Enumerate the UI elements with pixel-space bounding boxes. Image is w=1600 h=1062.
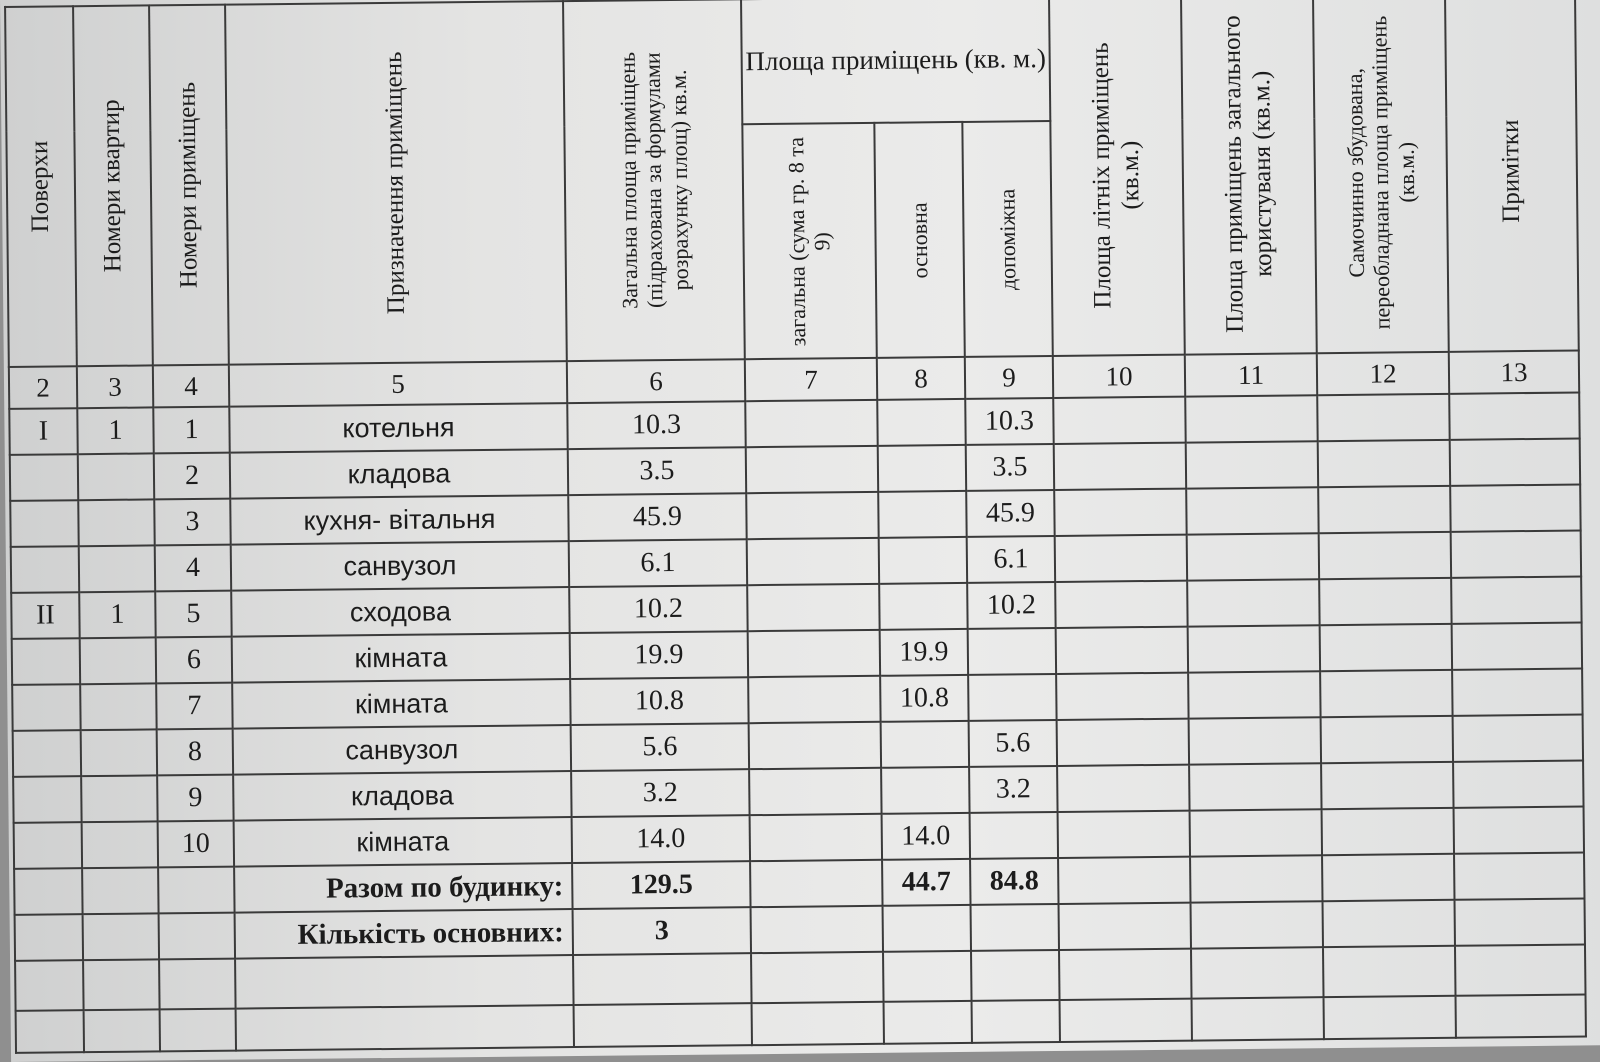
area-aux-cell: 6.1 — [967, 536, 1055, 583]
area-total-cell — [746, 492, 878, 539]
empty-cell — [1322, 808, 1454, 855]
col-number: 12 — [1317, 352, 1449, 395]
room-number-cell: 7 — [156, 683, 232, 730]
col-number: 4 — [153, 365, 229, 408]
empty-cell — [1321, 716, 1453, 763]
room-number-cell: 4 — [155, 545, 231, 592]
floor-cell — [12, 684, 80, 731]
header-unauthorized-area: Самочинно збудована, переобладнана площа приміщень (кв.м.) — [1313, 0, 1449, 353]
empty-cell — [1319, 578, 1451, 625]
col-number: 11 — [1185, 353, 1317, 396]
total-main-value: 44.7 — [882, 859, 970, 906]
area-total-cell — [749, 722, 881, 769]
floor-cell — [12, 638, 80, 685]
area-aux-cell — [970, 812, 1058, 859]
header-area-group: Площа приміщень (кв. м.) — [741, 0, 1050, 125]
total-area-cell: 6.1 — [569, 539, 747, 587]
area-main-cell — [877, 399, 965, 446]
empty-cell — [1454, 806, 1584, 853]
area-total-cell — [750, 814, 882, 861]
area-main-cell — [879, 583, 967, 630]
header-common-area: Площа приміщень загального користуваня (кв.м.) — [1181, 0, 1317, 355]
total-aux-value: 84.8 — [970, 858, 1058, 905]
apartment-cell — [81, 775, 157, 822]
empty-cell — [1453, 760, 1583, 807]
empty-cell — [1320, 670, 1452, 717]
room-name-cell: кладова — [233, 771, 571, 821]
header-notes: Примітки — [1445, 0, 1579, 352]
empty-cell — [1317, 394, 1449, 441]
floor-cell — [13, 776, 81, 823]
empty-cell — [1055, 535, 1187, 582]
empty-cell — [1186, 487, 1318, 534]
room-number-cell: 5 — [155, 591, 231, 638]
apartment-cell: 1 — [77, 407, 153, 454]
empty-cell — [1318, 486, 1450, 533]
total-area-cell: 3.5 — [568, 447, 746, 495]
area-aux-cell — [968, 628, 1056, 675]
floor-cell — [11, 546, 79, 593]
empty-cell — [1190, 809, 1322, 856]
empty-cell — [1188, 625, 1320, 672]
col-number: 5 — [229, 361, 567, 407]
total-area-cell: 19.9 — [570, 631, 748, 679]
empty-cell — [1450, 484, 1580, 531]
header-area-main: основна — [874, 122, 964, 358]
col-number: 10 — [1053, 355, 1185, 398]
header-floors: Поверхи — [5, 6, 77, 367]
room-number-cell: 10 — [158, 821, 234, 868]
area-total-cell — [748, 676, 880, 723]
empty-cell — [1188, 671, 1320, 718]
apartment-cell — [81, 729, 157, 776]
apartment-cell — [80, 637, 156, 684]
area-main-cell: 19.9 — [880, 629, 968, 676]
empty-cell — [1321, 762, 1453, 809]
empty-cell — [1319, 532, 1451, 579]
total-area-cell: 45.9 — [568, 493, 746, 541]
area-main-cell — [881, 721, 969, 768]
header-summer-area: Площа літніх приміщень (кв.м.) — [1049, 0, 1185, 356]
total-area-value: 129.5 — [572, 861, 750, 909]
area-aux-cell: 3.5 — [966, 444, 1054, 491]
room-number-cell: 3 — [154, 499, 230, 546]
room-name-cell: кухня- вітальня — [230, 495, 568, 545]
empty-cell — [1056, 673, 1188, 720]
area-total-cell — [746, 446, 878, 493]
empty-cell — [1320, 624, 1452, 671]
area-total-cell — [747, 584, 879, 631]
total-area-cell: 14.0 — [572, 815, 750, 863]
empty-cell — [1453, 714, 1583, 761]
room-name-cell: кладова — [230, 449, 568, 499]
empty-cell — [1189, 717, 1321, 764]
col-number: 2 — [9, 366, 77, 409]
area-main-cell: 14.0 — [882, 813, 970, 860]
header-row — [5, 0, 1576, 132]
floor-cell: II — [11, 592, 79, 639]
empty-cell — [1450, 438, 1580, 485]
total-area-cell: 10.2 — [569, 585, 747, 633]
area-total-cell — [748, 630, 880, 677]
total-label: Разом по будинку: — [234, 863, 572, 913]
empty-cell — [1186, 441, 1318, 488]
apartment-cell — [78, 453, 154, 500]
area-aux-cell: 10.2 — [967, 582, 1055, 629]
empty-cell — [1449, 392, 1579, 439]
room-name-cell: сходова — [231, 587, 569, 637]
apartment-cell — [82, 821, 158, 868]
floor-cell — [14, 822, 82, 869]
area-main-cell — [881, 767, 969, 814]
area-aux-cell: 3.2 — [969, 766, 1057, 813]
col-number: 9 — [965, 356, 1053, 399]
empty-cell — [1187, 533, 1319, 580]
total-area-cell: 5.6 — [571, 723, 749, 771]
room-name-cell: санвузол — [231, 541, 569, 591]
empty-cell — [1054, 443, 1186, 490]
room-rows — [9, 392, 1584, 868]
area-main-cell — [878, 491, 966, 538]
empty-cell — [1189, 763, 1321, 810]
apartment-cell — [78, 499, 154, 546]
area-aux-cell: 45.9 — [966, 490, 1054, 537]
count-value: 3 — [573, 907, 751, 955]
room-name-cell: котельня — [229, 403, 567, 453]
apartment-cell: 1 — [79, 591, 155, 638]
room-number-cell: 9 — [157, 775, 233, 822]
area-main-cell: 10.8 — [880, 675, 968, 722]
total-area-cell: 10.3 — [567, 401, 745, 449]
empty-cell — [1452, 668, 1582, 715]
room-name-cell: кімната — [232, 633, 570, 683]
floor-cell — [10, 500, 78, 547]
room-name-cell: кімната — [234, 817, 572, 867]
empty-cell — [1058, 811, 1190, 858]
room-number-cell: 6 — [156, 637, 232, 684]
empty-cell — [1054, 489, 1186, 536]
empty-cell — [1057, 765, 1189, 812]
apartment-cell — [80, 683, 156, 730]
col-number: 8 — [877, 357, 965, 400]
room-name-cell: кімната — [232, 679, 570, 729]
area-total-cell — [749, 768, 881, 815]
empty-cell — [1053, 397, 1185, 444]
room-number-cell: 2 — [154, 453, 230, 500]
empty-cell — [1187, 579, 1319, 626]
total-area-cell: 3.2 — [571, 769, 749, 817]
floor-cell — [13, 730, 81, 777]
col-number: 3 — [77, 365, 153, 408]
floor-cell: I — [9, 408, 77, 455]
empty-cell — [1451, 530, 1581, 577]
col-number: 7 — [745, 358, 877, 401]
apartment-cell — [79, 545, 155, 592]
header-apartments: Номери квартир — [73, 5, 153, 366]
area-main-cell — [878, 445, 966, 492]
room-number-cell: 8 — [157, 729, 233, 776]
count-label: Кількість основних: — [235, 909, 573, 959]
rooms-table — [4, 0, 1587, 1054]
header-room-purpose: Призначення приміщень — [225, 1, 567, 365]
header-area-auxiliary: допоміжна — [962, 121, 1052, 357]
floor-cell — [10, 454, 78, 501]
empty-cell — [1055, 581, 1187, 628]
empty-cell — [1056, 627, 1188, 674]
header-total-area: Загальна площа приміщень (підрахована за формулами розрахунку площ) кв.м. — [563, 0, 745, 361]
empty-cell — [1057, 719, 1189, 766]
col-number: 13 — [1449, 350, 1579, 393]
area-main-cell — [879, 537, 967, 584]
empty-cell — [1452, 622, 1582, 669]
area-total-cell — [747, 538, 879, 585]
header-room-numbers: Номери приміщень — [149, 5, 229, 366]
room-name-cell: санвузол — [233, 725, 571, 775]
total-area-cell: 10.8 — [570, 677, 748, 725]
room-number-cell: 1 — [153, 407, 229, 454]
area-aux-cell: 10.3 — [965, 398, 1053, 445]
empty-cell — [1451, 576, 1581, 623]
area-aux-cell: 5.6 — [969, 720, 1057, 767]
area-aux-cell — [968, 674, 1056, 721]
empty-cell — [1318, 440, 1450, 487]
area-total-cell — [745, 400, 877, 447]
col-number: 6 — [567, 359, 745, 403]
header-area-total: загальна (сума гр. 8 та 9) — [742, 123, 876, 359]
empty-cell — [1185, 395, 1317, 442]
